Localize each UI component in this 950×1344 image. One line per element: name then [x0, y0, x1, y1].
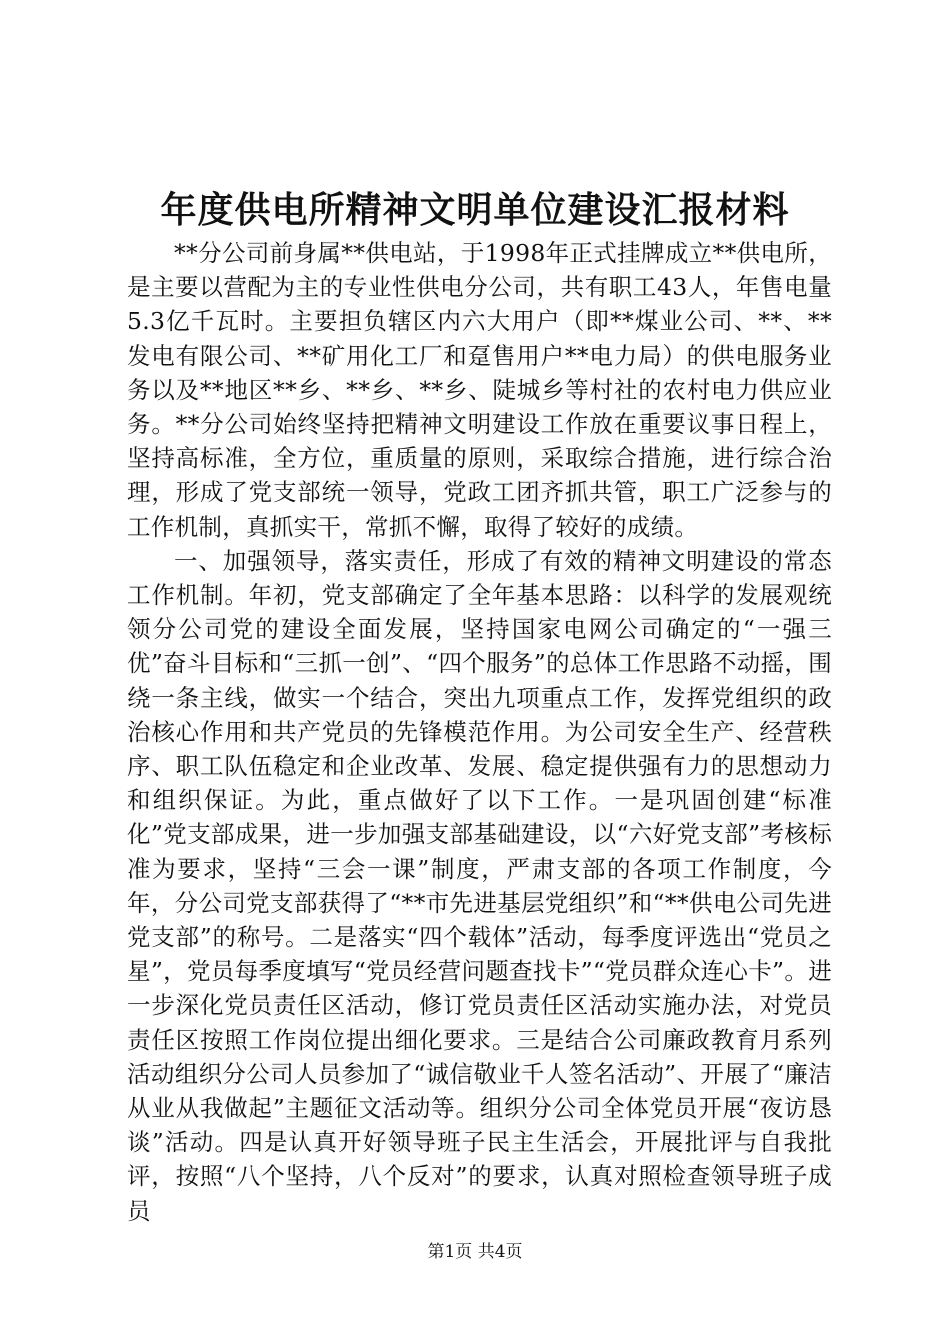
document-body: [127, 236, 832, 1228]
paragraph-section-one: 一、加强领导，落实责任，形成了有效的精神文明建设的常态工作机制。年初，党支部确定了全年基本思路：以科学的发展观统领分公司党的建设全面发展，坚持国家电网公司确定的“一强三优”奋斗目标和“三抓一创”、“四个服务”的总体工作思路不动摇，围绕一条主线，做实一个结合，突出九项重点工作，发挥党组织的政治核心作用和共产党员的先锋模范作用。为公司安全生产、经营秩序、职工队伍稳定和企业改革、发展、稳定提供强有力的思想动力和组织保证。为此，重点做好了以下工作。一是巩固创建“标准化”党支部成果，进一步加强支部基础建设，以“六好党支部”考核标准为要求，坚持“三会一课”制度，严肃支部的各项工作制度，今年，分公司党支部获得了“**市先进基层党组织”和“**供电公司先进党支部”的称号。二是落实“四个载体”活动，每季度评选出“党员之星”，党员每季度填写“党员经营问题查找卡”“党员群众连心卡”。进一步深化党员责任区活动，修订党员责任区活动实施办法，对党员责任区按照工作岗位提出细化要求。三是结合公司廉政教育月系列活动组织分公司人员参加了“诚信敬业千人签名活动”、开展了“廉洁从业从我做起”主题征文活动等。组织分公司全体党员开展“夜访恳谈”活动。四是认真开好领导班子民主生活会，开展批评与自我批评，按照“八个坚持，八个反对”的要求，认真对照检查领导班子成员: [127, 546, 832, 1225]
page-number: 第1页 共4页: [427, 1242, 523, 1262]
page-title: 年度供电所精神文明单位建设汇报材料: [160, 189, 790, 231]
paragraph-intro: **分公司前身属**供电站，于1998年正式挂牌成立**供电所，是主要以营配为主的专业性供电分公司，共有职工43人，年售电量5.3亿千瓦时。主要担负辖区内六大用户（即**煤业公司、**、**发电有限公司、**矿用化工厂和趸售用户**电力局）的供电服务业务以及**地区**乡、**乡、**乡、陡城乡等村社的农村电力供应业务。**分公司始终坚持把精神文明建设工作放在重要议事日程上，坚持高标准，全方位，重质量的原则，采取综合措施，进行综合治理，形成了党支部统一领导，党政工团齐抓共管，职工广泛参与的工作机制，真抓实干，常抓不懈，取得了较好的成绩。: [127, 239, 832, 541]
